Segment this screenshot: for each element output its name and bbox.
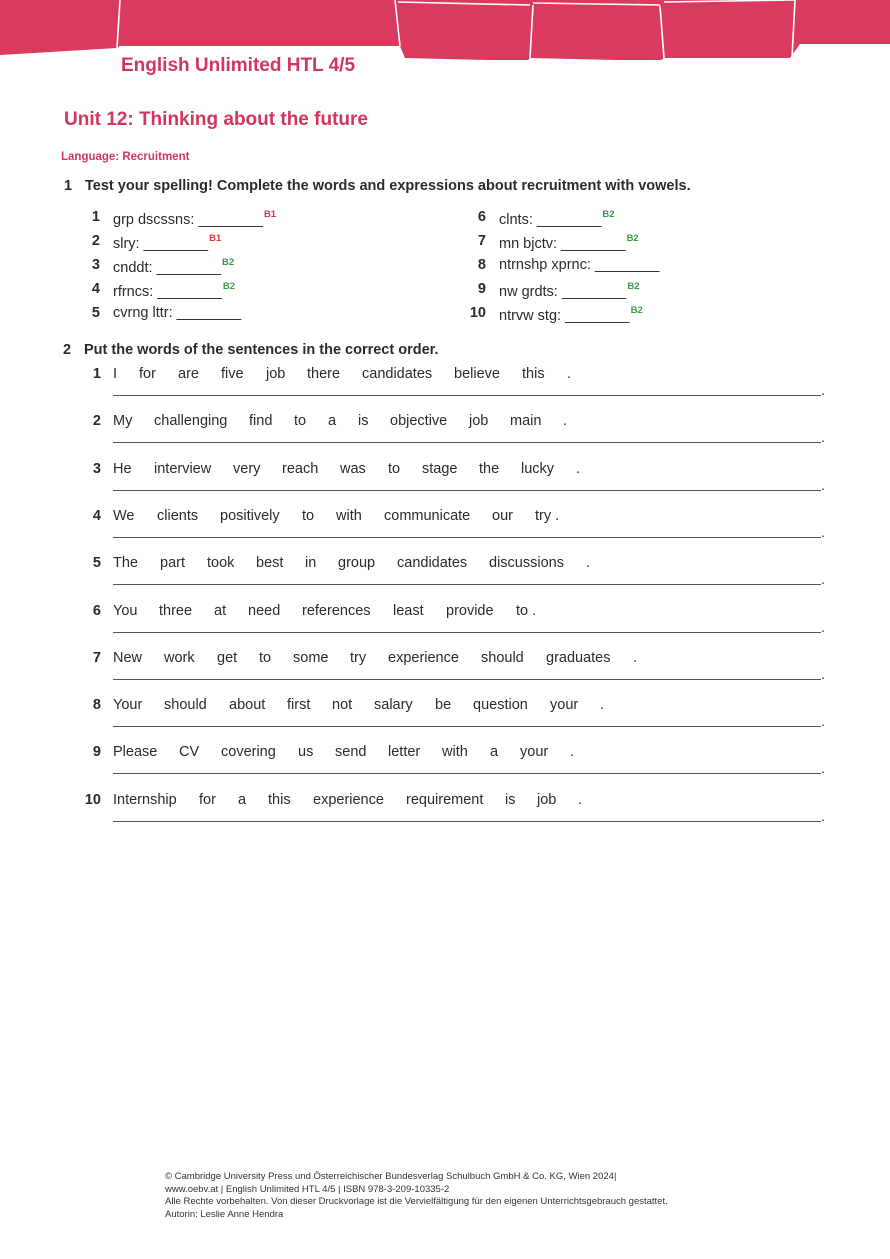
spelling-prompt[interactable]: nw grdts: ________ [499,284,627,300]
answer-line-period: . [821,429,825,446]
word-order-item [80,697,825,744]
footer-isbn: www.oebv.at | English Unlimited HTL 4/5 | ISBN 978-3-209-10335-2 [165,1183,450,1195]
word: job [266,366,286,382]
word: a [490,744,499,761]
spelling-prompt[interactable]: ntrnshp xprnc: ________ [499,257,660,273]
word: first [287,697,311,714]
word: reach [282,460,319,477]
word-order-item [80,555,825,602]
footer-rights: Alle Rechte vorbehalten. Von dieser Druckvorlage ist die Vervielfältigung für den eigenen Unterrichtsgebrauch gestattet. [165,1196,668,1207]
answer-line-period: . [821,523,825,540]
word: . [570,744,575,761]
word: part [160,555,185,572]
word: is [358,413,369,430]
answer-line-period: . [821,760,825,777]
word: work [164,649,195,666]
item-number: 6 [477,209,486,225]
item-number: 5 [91,305,100,321]
word: three [159,602,193,619]
word: references [302,602,371,619]
word: positively [220,507,280,524]
word: find [249,413,273,430]
exercise-instruction: Put the words of the sentences in the correct order. [84,342,439,358]
word: a [328,413,337,430]
item-number: 3 [92,460,101,477]
word-order-item [80,650,825,697]
word: get [217,649,238,666]
item-number: 4 [91,281,100,297]
level-badge: B1 [263,209,277,220]
word: to [388,460,401,477]
word: objective [390,413,448,430]
spelling-prompt[interactable]: ntrvw stg: ________ [499,308,630,324]
word: should [481,649,524,666]
word: . [633,649,638,666]
item-number: 8 [92,697,101,714]
exercise-instruction: Test your spelling! Complete the words and expressions about recruitment with vowels. [85,178,691,194]
spelling-prompt[interactable]: rfrncs: ________ [113,284,222,300]
word: interview [154,460,212,477]
word: He [113,460,132,477]
answer-line[interactable] [113,773,821,774]
word: communicate [384,507,471,524]
word: question [473,697,528,714]
word: stage [422,460,458,477]
word: graduates [546,649,611,666]
word: provide [446,602,494,619]
word: experience [313,791,384,808]
answer-line-period: . [821,665,825,682]
item-number: 4 [92,507,101,524]
item-number: 6 [92,602,101,619]
word: very [233,460,261,477]
answer-line-period: . [821,713,825,730]
footer [165,1171,668,1221]
word: job [469,413,489,430]
answer-line[interactable] [113,726,821,727]
spelling-prompt[interactable]: clnts: ________ [499,212,602,228]
answer-line[interactable] [113,679,821,680]
word: are [178,366,199,382]
book-title: English Unlimited HTL 4/5 [121,55,356,76]
word: experience [388,649,459,666]
word: I [113,366,118,382]
word: this [268,791,291,808]
item-number: 1 [92,366,101,382]
word: Your [113,697,143,714]
word: . [586,555,591,572]
word: there [307,366,341,382]
word: five [221,366,244,382]
word: our [492,507,513,524]
word: should [164,697,207,714]
word: lucky [521,460,555,477]
exercise-number: 1 [64,178,73,194]
word: salary [374,697,413,714]
word: covering [221,744,276,761]
word: We [113,507,135,524]
word: You [113,602,138,619]
spelling-prompt[interactable]: grp dscssns: ________ [113,212,263,228]
word: for [199,791,216,808]
word: your [520,744,549,761]
answer-line-period: . [821,571,825,588]
word: in [305,555,317,572]
level-badge: B1 [209,233,222,244]
word: main [510,413,542,430]
word: not [332,697,353,714]
level-badge: B2 [222,281,235,292]
footer-author: Autorin: Leslie Anne Hendra [165,1208,284,1220]
word-order-item [80,508,825,555]
word: challenging [154,413,228,430]
exercise-2-heading [63,342,439,358]
spelling-prompt[interactable]: cvrng lttr: ________ [113,305,242,321]
item-number: 10 [469,305,486,321]
item-number: 5 [92,555,101,572]
word: a [238,791,247,808]
answer-line-period: . [821,618,825,635]
word: job [537,791,557,808]
word-order-item [80,792,825,839]
word: group [338,555,376,572]
word: discussions [489,555,564,572]
word: requirement [406,791,484,808]
level-badge: B2 [602,209,615,220]
word: letter [388,744,421,761]
word: least [393,602,424,619]
word: to [259,649,272,666]
word: Please [113,744,158,761]
word: some [293,649,329,666]
word: CV [179,744,200,761]
header-banner [0,0,890,60]
item-number: 3 [91,257,100,273]
word: us [298,744,314,761]
word: is [505,791,516,808]
word: best [256,555,284,572]
word: try . [535,507,560,524]
word: with [442,744,468,761]
item-number: 1 [91,209,100,225]
item-number: 2 [92,413,101,430]
item-number: 7 [477,233,486,249]
word: Internship [113,791,177,808]
item-number: 2 [91,233,100,249]
exercise-1-heading [64,178,691,194]
word: try [350,649,367,666]
level-badge: B2 [630,305,643,316]
item-number: 10 [84,791,101,808]
word: at [214,602,227,619]
item-number: 7 [92,649,101,666]
word: clients [157,507,199,524]
word: the [479,460,500,477]
word-order-item [80,603,825,650]
word: was [340,460,366,477]
word-order-item [80,413,825,460]
word: . [578,791,583,808]
spelling-prompt[interactable]: slry: ________ [113,236,209,252]
level-badge: B2 [626,233,639,244]
item-number: 9 [92,744,101,761]
word-order-item [80,744,825,791]
answer-line[interactable] [113,490,821,491]
word: . [600,697,605,714]
word: send [335,744,367,761]
word: believe [454,366,500,382]
word: . [567,366,572,382]
exercise-number: 2 [63,342,72,358]
word: to [294,413,307,430]
answer-line[interactable] [113,584,821,585]
word: about [229,697,266,714]
word: for [139,366,156,382]
word: to . [516,602,537,619]
level-badge: B2 [627,281,640,292]
word: candidates [362,366,433,382]
footer-copyright: © Cambridge University Press und Österreichischer Bundesverlag Schulbuch GmbH & Co. KG, Wien 2024| [165,1171,617,1182]
spelling-prompt[interactable]: mn bjctv: ________ [499,236,626,252]
word: candidates [397,555,468,572]
item-number: 8 [477,257,486,273]
word: to [302,507,315,524]
word-order-item [80,366,825,413]
answer-line[interactable] [113,632,821,633]
language-label: Language: Recruitment [61,151,190,163]
answer-line-period: . [821,476,825,493]
word: The [113,555,138,572]
answer-line[interactable] [113,395,821,396]
answer-line[interactable] [113,537,821,538]
word: be [435,697,452,714]
word: . [563,413,568,430]
answer-line[interactable] [113,442,821,443]
item-number: 9 [477,281,486,297]
word: with [336,507,362,524]
answer-line-period: . [821,382,825,398]
answer-line[interactable] [113,821,821,822]
word: My [113,413,133,430]
unit-title: Unit 12: Thinking about the future [64,109,368,130]
level-badge: B2 [222,257,235,268]
word-order-item [80,461,825,508]
answer-line-period: . [821,807,825,824]
word: . [576,460,581,477]
word: your [550,697,579,714]
word: took [207,555,235,572]
word: this [522,366,545,382]
word: need [248,602,281,619]
word: New [113,649,143,666]
spelling-prompt[interactable]: cnddt: ________ [113,260,222,276]
